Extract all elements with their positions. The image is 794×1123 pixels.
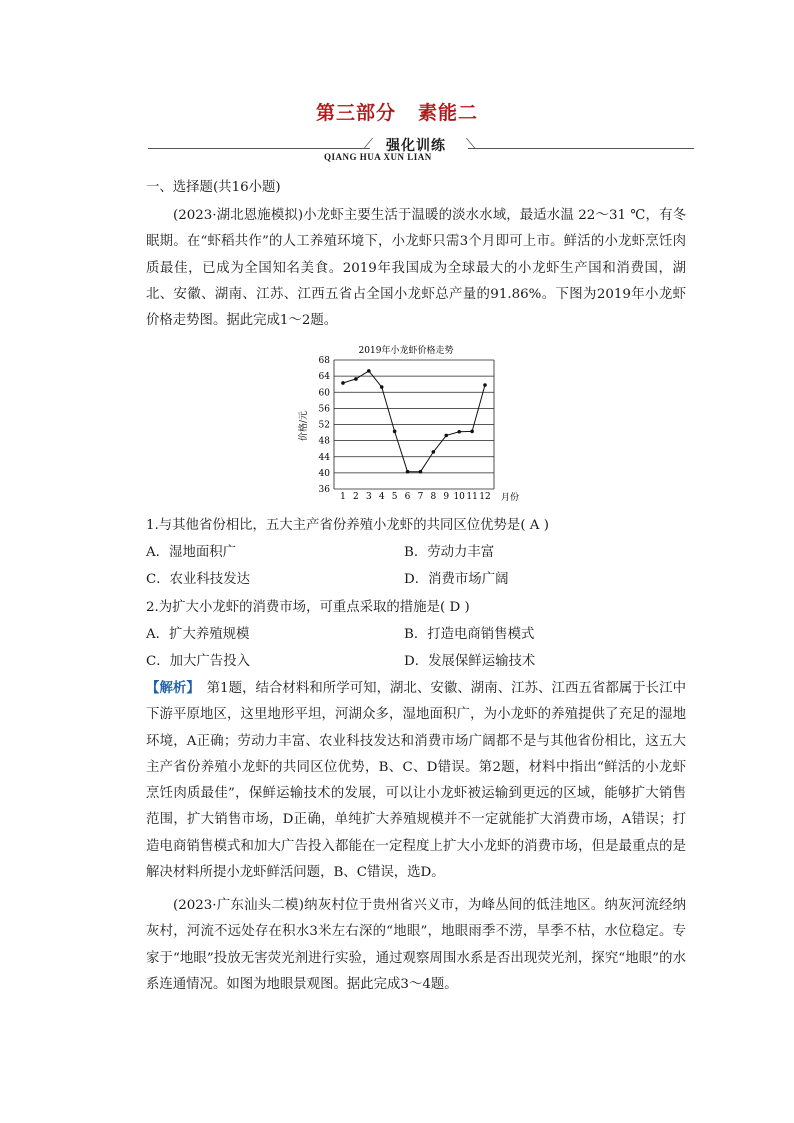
y-tick-label: 68 xyxy=(318,356,330,366)
section-heading: 一、选择题(共16小题) xyxy=(146,180,281,195)
banner-rule-right xyxy=(468,148,694,149)
x-tick-label: 11 xyxy=(466,492,478,502)
data-point xyxy=(419,470,423,474)
analysis-paragraph xyxy=(146,675,686,886)
x-tick-label: 12 xyxy=(479,492,491,502)
question-1-option-d[interactable]: D．消费市场广阔 xyxy=(404,572,509,587)
x-tick-label: 3 xyxy=(365,492,372,502)
x-axis-label: 月份 xyxy=(501,493,520,503)
question-2-option-d[interactable]: D．发展保鲜运输技术 xyxy=(404,654,536,669)
data-point xyxy=(483,383,487,387)
chart-title: 2019年小龙虾价格走势 xyxy=(358,346,454,356)
data-point xyxy=(354,377,358,381)
y-tick-label: 36 xyxy=(318,485,330,495)
data-point xyxy=(367,369,371,373)
data-points xyxy=(341,369,487,473)
data-point xyxy=(341,381,345,385)
y-axis-label: 价格/元 xyxy=(299,410,309,442)
data-point xyxy=(393,430,397,434)
data-point xyxy=(457,430,461,434)
x-tick-label: 1 xyxy=(340,492,346,502)
page-title xyxy=(0,98,794,125)
question-2-option-c[interactable]: C．加大广告投入 xyxy=(146,654,250,669)
material-1-text: (2023·湖北恩施模拟)小龙虾主要生活于温暖的淡水水域，最适水温 22～31 ℃，有冬眠期。在“虾稻共作”的人工养殖环境下，小龙虾只需3个月即可上市。鲜活的小龙虾烹饪肉质最佳，已成为全国知名美食。2019年我国成为全球最大的小龙虾生产国和消费国，湖北、安徽、湖南、江苏、江西五省占全国小龙虾总产量的91.86%。下图为2019年小龙虾价格走势图。据此完成1～2题。 xyxy=(146,208,686,329)
banner-heading: 强化训练 xyxy=(386,138,446,154)
training-banner xyxy=(148,134,694,170)
banner-rule-left xyxy=(148,148,370,149)
y-tick-label: 48 xyxy=(318,436,330,447)
question-1-option-b[interactable]: B．劳动力丰富 xyxy=(404,545,495,560)
question-2-option-a[interactable]: A．扩大养殖规模 xyxy=(146,627,250,642)
y-tick-label: 44 xyxy=(318,452,330,463)
material-paragraph-1 xyxy=(146,203,686,334)
x-tick-label: 7 xyxy=(417,492,424,502)
banner-slant-right xyxy=(454,138,475,148)
x-tick-label: 10 xyxy=(453,492,465,502)
material-paragraph-2 xyxy=(146,893,686,998)
y-tick-label: 52 xyxy=(318,420,330,431)
data-point xyxy=(444,434,448,438)
question-2-option-b[interactable]: B．打造电商销售模式 xyxy=(404,627,535,642)
data-point xyxy=(470,430,474,434)
y-tick-labels xyxy=(319,356,331,495)
part-title: 第三部分 xyxy=(315,102,396,124)
question-1-stem: 1.与其他省份相比，五大主产省份养殖小龙虾的共同区位优势是( A ) xyxy=(146,518,549,533)
data-point xyxy=(432,450,436,454)
banner-pinyin: QIANG HUA XUN LIAN xyxy=(324,152,432,162)
question-1-option-c[interactable]: C．农业科技发达 xyxy=(146,572,250,587)
price-trend-chart xyxy=(294,342,534,504)
question-2-stem: 2.为扩大小龙虾的消费市场，可重点采取的措施是( D ) xyxy=(146,600,470,615)
y-tick-label: 56 xyxy=(318,404,330,415)
data-point xyxy=(406,470,410,474)
x-tick-labels xyxy=(340,492,491,502)
x-tick-label: 9 xyxy=(443,492,450,502)
chart-gridlines xyxy=(334,360,494,489)
x-tick-label: 8 xyxy=(430,492,437,502)
y-tick-label: 40 xyxy=(318,468,330,479)
x-tick-label: 2 xyxy=(353,492,359,502)
banner-slant-left xyxy=(364,138,385,148)
x-tick-label: 6 xyxy=(404,492,411,502)
question-1-option-a[interactable]: A．湿地面积广 xyxy=(146,545,237,560)
analysis-text: 第1题，结合材料和所学可知，湖北、安徽、湖南、江苏、江西五省都属于长江中下游平原地区，这里地形平坦，河湖众多，湿地面积广，为小龙虾的养殖提供了充足的湿地环境，A正确；劳动力丰富、农业科技发达和消费市场广阔都不是与其他省份相比，这五大主产省份养殖小龙虾的共同区位优势，B、C、D错误。第2题，材料中指出“鲜活的小龙虾烹饪肉质最佳”，保鲜运输技术的发展，可以让小龙虾被运输到更远的区域，能够扩大销售范围，扩大销售市场，D正确，单纯扩大养殖规模并不一定就能扩大消费市场，A错误；打造电商销售模式和加大广告投入都能在一定程度上扩大小龙虾的消费市场，但是最重点的是解决材料所提小龙虾鲜活问题，B、C错误，选D。 xyxy=(146,681,686,881)
y-tick-label: 60 xyxy=(318,388,330,399)
x-tick-label: 4 xyxy=(378,492,385,502)
data-point xyxy=(380,385,384,389)
y-tick-label: 64 xyxy=(318,372,330,383)
material-2-text: (2023·广东汕头二模)纳灰村位于贵州省兴义市，为峰丛间的低洼地区。纳灰河流经纳灰村，河流不远处存在积水3米左右深的“地眼”，地眼雨季不涝，旱季不枯，水位稳定。专家于“地眼”投放无害荧光剂进行实验，通过观察周围水系是否出现荧光剂，探究“地眼”的水系连通情况。如图为地眼景观图。据此完成3～4题。 xyxy=(146,898,686,992)
section-subtitle: 素能二 xyxy=(418,102,479,124)
analysis-label: 【解析】 xyxy=(146,680,194,696)
x-tick-label: 5 xyxy=(391,492,398,502)
